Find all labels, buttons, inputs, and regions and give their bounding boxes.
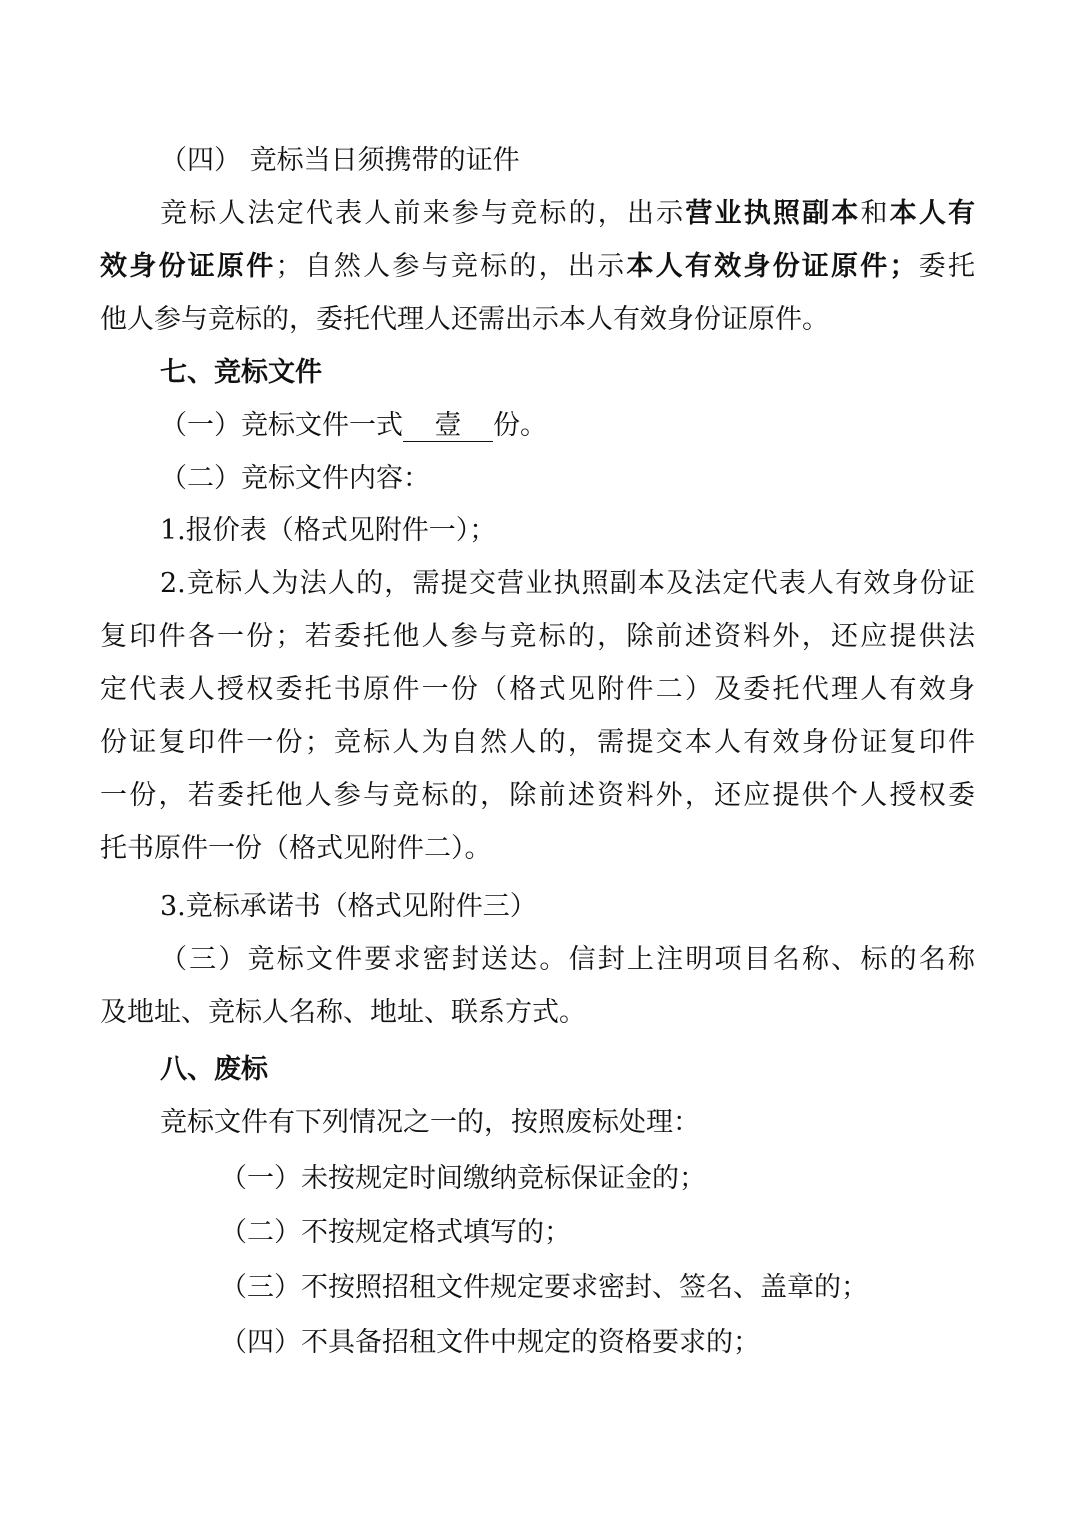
list-item: （三）不按照招租文件规定要求密封、签名、盖章的； xyxy=(220,1272,868,1303)
list-item: （二）不按规定格式填写的； xyxy=(220,1217,571,1248)
subsection-heading-4: （四） 竞标当日须携带的证件 xyxy=(160,145,520,176)
bold-text: 效身份证原件 xyxy=(100,251,276,282)
paragraph-line: 复印件各一份；若委托他人参与竞标的，除前述资料外，还应提供法 xyxy=(100,621,975,652)
bold-text: 本人有 xyxy=(889,198,976,229)
paragraph-line: （二）竞标文件内容： xyxy=(160,463,430,494)
heading-text: 七、竞标文件 xyxy=(160,357,322,388)
paragraph-line: 及地址、竞标人名称、地址、联系方式。 xyxy=(100,997,586,1028)
text: 委托 xyxy=(916,251,976,282)
bold-text: 营业执照副本 xyxy=(685,198,861,229)
paragraph-line: 他人参与竞标的，委托代理人还需出示本人有效身份证原件。 xyxy=(100,304,829,335)
text: 竞标人法定代表人前来参与竞标的，出示 xyxy=(160,198,686,229)
text: （一）竞标文件一式 xyxy=(160,410,403,441)
paragraph-line xyxy=(160,197,975,231)
paragraph-line xyxy=(160,409,975,443)
list-item: 3.竞标承诺书（格式见附件三） xyxy=(160,891,537,922)
list-item: 1.报价表（格式见附件一）； xyxy=(160,515,497,546)
bold-text: 本人有效身份证原件； xyxy=(626,251,917,282)
paragraph-line: 定代表人授权委托书原件一份（格式见附件二）及委托代理人有效身 xyxy=(100,674,975,705)
paragraph-line: 一份，若委托他人参与竞标的，除前述资料外，还应提供个人授权委 xyxy=(100,780,975,811)
paragraph-line: 竞标文件有下列情况之一的，按照废标处理： xyxy=(160,1107,700,1138)
paragraph-line: （三）竞标文件要求密封送达。信封上注明项目名称、标的名称 xyxy=(160,944,975,975)
list-item: （一）未按规定时间缴纳竞标保证金的； xyxy=(220,1163,706,1194)
text: ；自然人参与竞标的，出示 xyxy=(275,251,627,282)
text: 和 xyxy=(860,198,890,229)
underlined-blank: 壹 xyxy=(403,411,493,442)
paragraph-line: 份证复印件一份；竞标人为自然人的，需提交本人有效身份证复印件 xyxy=(100,727,975,758)
text: 份。 xyxy=(493,410,547,441)
list-item: （四）不具备招租文件中规定的资格要求的； xyxy=(220,1327,760,1358)
paragraph-line: 托书原件一份（格式见附件二）。 xyxy=(100,833,492,864)
list-item: 2.竞标人为法人的，需提交营业执照副本及法定代表人有效身份证 xyxy=(160,568,975,599)
section-heading-8 xyxy=(160,1053,975,1087)
heading-text: 八、废标 xyxy=(160,1054,268,1085)
section-heading-7 xyxy=(160,356,975,390)
paragraph-line xyxy=(100,250,975,284)
